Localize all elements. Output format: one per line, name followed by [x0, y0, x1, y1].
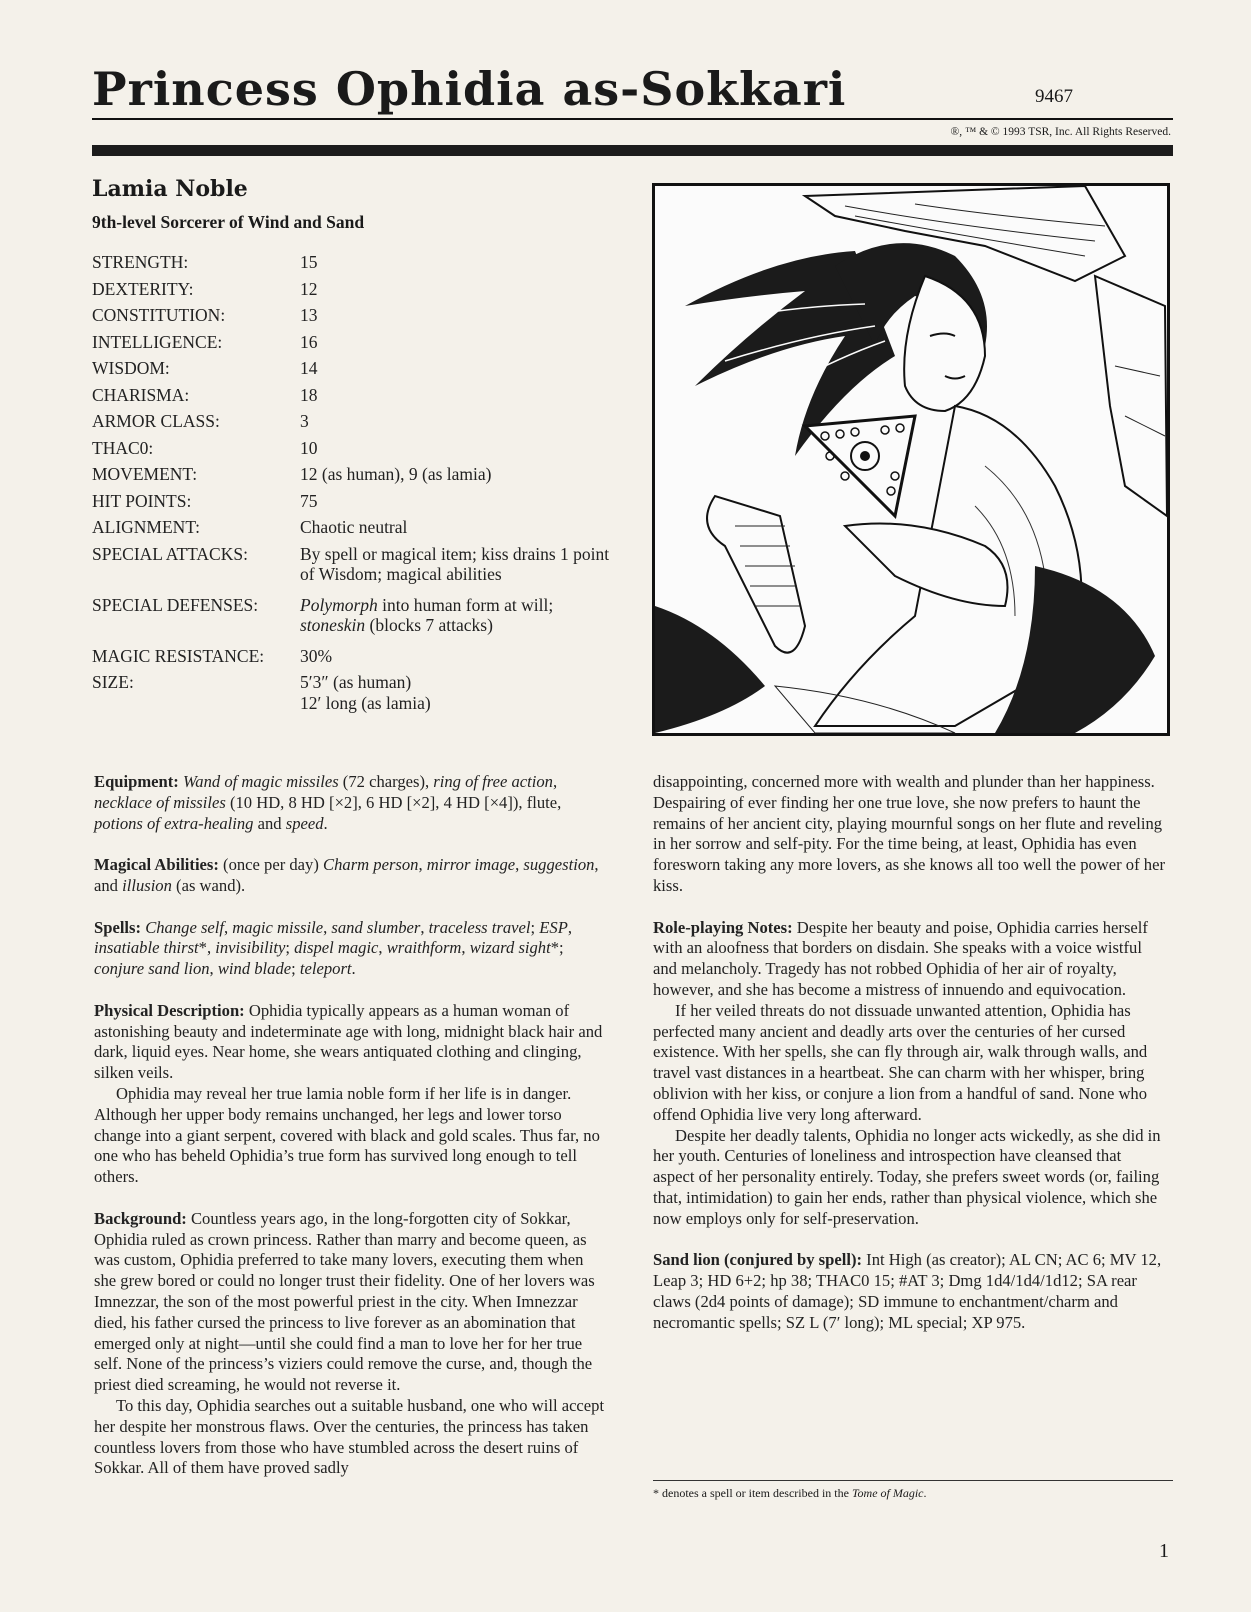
roleplaying-notes-paragraph-3: Despite her deadly talents, Ophidia no longer acts wickedly, as she did in her youth. Centuries of loneliness and introspection have cleansed that aspect of her personality entirely. Today, she prefers sweet words (or, failing that, intimidation) to gain her ends, rather than physical violence, which she now employs only for self-preservation. [653, 1125, 1161, 1228]
stat-block [92, 252, 612, 719]
spells-paragraph: Spells: Change self, magic missile, sand slumber, traceless travel; ESP, insatiable thirst*, invisibility; dispel magic, wraithform, wizard sight*; conjure sand lion, wind blade; teleport. [94, 917, 572, 979]
lamia-portrait-image [655, 186, 1167, 733]
portrait-illustration [652, 183, 1170, 736]
stat-row: WISDOM: 14 [92, 358, 318, 378]
class-line: 9th-level Sorcerer of Wind and Sand [92, 212, 365, 232]
right-column [653, 772, 1166, 1354]
magical-abilities-paragraph: Magical Abilities: (once per day) Charm person, mirror image, suggestion, and illusion (as wand). [94, 855, 599, 895]
physical-description-paragraph: Physical Description: Ophidia typically appears as a human woman of astonishing beauty and indeterminate age with long, midnight black hair and dark, liquid eyes. Near home, she wears antiquated clothing and clinging, silken veils. [94, 1000, 603, 1083]
left-column [94, 772, 607, 1479]
background-continued-paragraph: disappointing, concerned more with wealth and plunder than her happiness. Despairing of ever finding her one true love, she now prefers to haunt the remains of her ancient city, playing mournful songs on her flute and reveling in her sorrow and self-pity. For the time being, at least, Ophidia has even foresworn taking any more lovers, as she knows all too well the power of her kiss. [653, 772, 1165, 895]
product-code: 9467 [1035, 86, 1073, 107]
stat-row: MOVEMENT: 12 (as human), 9 (as lamia) [92, 464, 492, 484]
stat-row: CHARISMA: 18 [92, 384, 318, 405]
stat-row: SPECIAL ATTACKS: By spell or magical item; kiss drains 1 point of Wisdom; magical abilities [92, 543, 610, 584]
stat-row: ARMOR CLASS: 3 [92, 411, 309, 431]
stat-row: ALIGNMENT: Chaotic neutral [92, 517, 408, 537]
title-rule [92, 118, 1173, 120]
roleplaying-notes-paragraph: Role-playing Notes: Despite her beauty and poise, Ophidia carries herself with an aloofness that borders on disdain. She speaks with a voice wistful and melancholy. Tragedy has not robbed Ophidia of her air of royalty, however, and she has become a mistress of innuendo and equivocation. [653, 917, 1148, 999]
stat-row: SIZE: 5′3″ (as human) 12′ long (as lamia) [92, 672, 431, 713]
stat-row: HIT POINTS: 75 [92, 490, 318, 511]
page-number: 1 [1159, 1540, 1169, 1562]
equipment-paragraph: Equipment: Wand of magic missiles (72 charges), ring of free action, necklace of missiles (10 HD, 8 HD [×2], 6 HD [×2], 4 HD [×4]), flute, potions of extra-healing and speed. [94, 772, 562, 833]
stat-row: SPECIAL DEFENSES: Polymorph into human form at will; stoneskin (blocks 7 attacks) [92, 594, 554, 635]
stat-row: THAC0: 10 [92, 437, 318, 458]
creature-type: Lamia Noble [92, 176, 248, 202]
stat-row: CONSTITUTION: 13 [92, 305, 318, 325]
stat-row: DEXTERITY: 12 [92, 278, 318, 299]
header-band [92, 145, 1173, 156]
stat-row: STRENGTH: 15 [92, 252, 318, 272]
stat-row: INTELLIGENCE: 16 [92, 331, 318, 352]
physical-description-paragraph-2: Ophidia may reveal her true lamia noble form if her life is in danger. Although her upper body remains unchanged, her legs and lower torso change into a giant serpent, covered with black and gold scales. Thus far, no one who has beheld Ophidia’s true form has survived long enough to tell others. [94, 1083, 600, 1187]
spell-name: Polymorph [300, 594, 378, 615]
background-paragraph-2: To this day, Ophidia searches out a suitable husband, one who will accept her despite her monstrous flaws. Over the centuries, the princess has taken countless lovers from those who have stumbled across the desert ruins of Sokkar. All of them have proved sadly [94, 1395, 605, 1478]
roleplaying-notes-paragraph-2: If her veiled threats do not dissuade unwanted attention, Ophidia has perfected many ancient and deadly arts over the centuries of her cursed existence. With her spells, she can fly through air, walk through walls, and travel vast distances in a heartbeat. She can charm with her whisper, bring oblivion with her kiss, or conjure a lion from a handful of sand. None who offend Ophidia live very long afterward. [653, 1000, 1148, 1124]
footnote-rule [653, 1480, 1173, 1481]
page-title: Princess Ophidia as-Sokkari [92, 62, 847, 116]
footnote: * denotes a spell or item described in the Tome of Magic. [653, 1486, 927, 1500]
stat-row: MAGIC RESISTANCE: 30% [92, 645, 333, 666]
copyright-notice: ®, ™ & © 1993 TSR, Inc. All Rights Reserved. [950, 126, 1171, 138]
background-paragraph: Background: Countless years ago, in the long-forgotten city of Sokkar, Ophidia ruled as crown princess. Rather than marry and become queen, as was custom, Ophidia preferred to take many lovers, executing them when she grew bored or could no longer trust their fidelity. One of her lovers was Imnezzar, the son of the most powerful priest in the city. When Imnezzar died, his father cursed the princess to live forever as an abomination that emerged only at night—until she could find a man to love her for her true self. None of the princess’s viziers could remove the curse, and, though the priest died screaming, he would not reverse it. [94, 1208, 595, 1395]
sand-lion-stats-paragraph: Sand lion (conjured by spell): Int High (as creator); AL CN; AC 6; MV 12, Leap 3; HD 6+2; hp 38; THAC0 15; #AT 3; Dmg 1d4/1d4/1d12; SA rear claws (2d4 points of damage); SD immune to enchantment/charm and necromantic spells; SZ L (7′ long); ML special; XP 975. [653, 1250, 1162, 1332]
spell-name: stoneskin [300, 615, 366, 635]
